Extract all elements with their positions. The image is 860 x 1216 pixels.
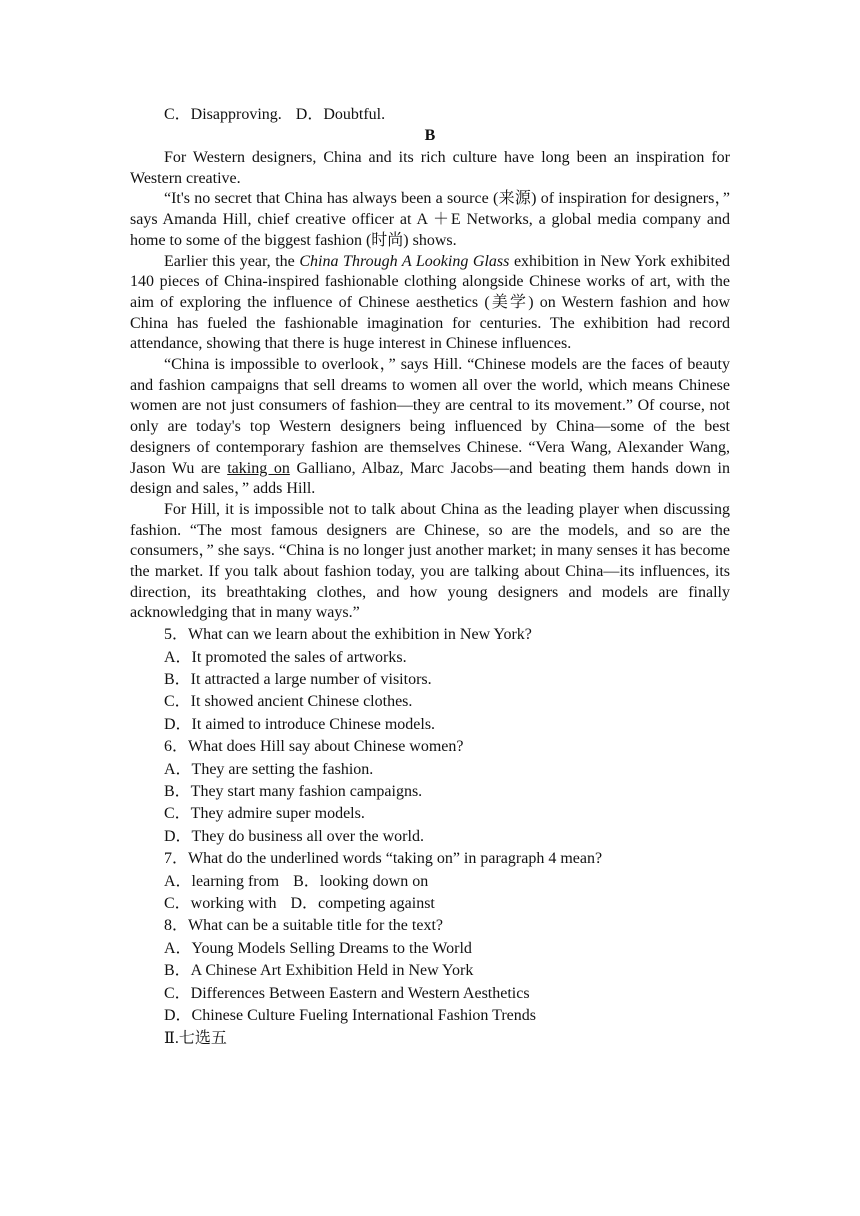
question-stem: 7．What do the underlined words “taking on” in paragraph 4 mean? [164,850,603,868]
paragraph-3 [130,252,730,356]
exhibition-title: China Through A Looking Glass [299,252,510,270]
option-c: C．It showed ancient Chinese clothes. [164,693,413,711]
option-b: B．looking down on [293,872,429,890]
option-d: D．Doubtful. [295,106,386,123]
underlined-words: taking on [227,459,290,477]
question-6 [130,736,730,848]
question-stem: 6．What does Hill say about Chinese women? [164,738,464,756]
paragraph-5: For Hill, it is impossible not to talk about China as the leading player when discussing fashion. “The most famous designers are Chinese, so are the models, and so are the consumers，” she says. “China is no longer just another market; in many senses it has become the market. If you talk about fashion today, you are talking about China—its influences, its direction, its breathtaking clothes, and how young designers and models are finally acknowledging that in many ways.” [130,500,730,622]
option-c: C．Disapproving. [164,106,282,123]
paragraph-3-text-a: Earlier this year, the [164,252,300,270]
option-d: D．Chinese Culture Fueling International Fashion Trends [164,1007,536,1025]
paragraph-3-text-b: exhibition in New York exhibited 140 pieces of China-inspired fashionable clothing alongside Chinese works of art, with the aim of exploring the influence of Chinese aesthetics (美学) on Western fashion and how China has fueled the fashionable imagination for centuries. The exhibition had record attendance, showing that there is huge interest in Chinese influences. [130,252,731,353]
question-8 [130,915,730,1027]
question-stem: 5．What can we learn about the exhibition in New York? [164,626,532,644]
option-b: B．They start many fashion campaigns. [164,783,423,801]
paragraph-2: “It's no secret that China has always been a source (来源) of inspiration for designers，” says Amanda Hill, chief creative officer at A ＋E Networks, a global media company and home to some of the biggest fashion (时尚) shows. [130,190,730,249]
passage-label: B [424,127,436,144]
document-page [130,104,730,1050]
option-a: A．It promoted the sales of artworks. [164,648,407,666]
paragraph-1: For Western designers, China and its rich culture have long been an inspiration for Western creative. [130,149,730,187]
paragraph-4-text-a: “China is impossible to overlook，” says Hill. “Chinese models are the faces of beauty and fashion campaigns that sell dreams to women all over the world, which means Chinese women are not just consumers of fashion—they are central to its movement.” Of course, not only are today's top Western designers being influenced by China—some of the best designers of contemporary fashion are themselves Chinese. “Vera Wang, Alexander Wang, Jason Wu are [130,356,730,477]
options-row-ab [130,871,730,893]
option-c: C．Differences Between Eastern and Western Aesthetics [164,984,530,1002]
question-stem: 8．What can be a suitable title for the text? [164,917,444,935]
option-a: A．learning from [164,872,280,890]
option-c: C．working with [164,895,277,913]
option-a: A．Young Models Selling Dreams to the World [164,939,472,957]
option-b: B．A Chinese Art Exhibition Held in New York [164,962,474,980]
option-c: C．They admire super models. [164,805,365,823]
option-d: D．They do business all over the world. [164,827,424,845]
paragraph-4 [130,355,730,500]
section-heading: Ⅱ.七选五 [164,1030,227,1048]
paragraph-4-text-b: Galliano, Albaz, Marc Jacobs—and beating them hands down in design and sales，” adds Hill. [130,459,730,498]
option-a: A．They are setting the fashion. [164,760,374,778]
previous-question-options [130,104,730,126]
question-5 [130,624,730,736]
option-b: B．It attracted a large number of visitors. [164,670,432,688]
options-row-cd [130,893,730,915]
option-d: D．It aimed to introduce Chinese models. [164,715,436,733]
option-d: D．competing against [290,895,435,913]
question-7 [130,848,730,915]
